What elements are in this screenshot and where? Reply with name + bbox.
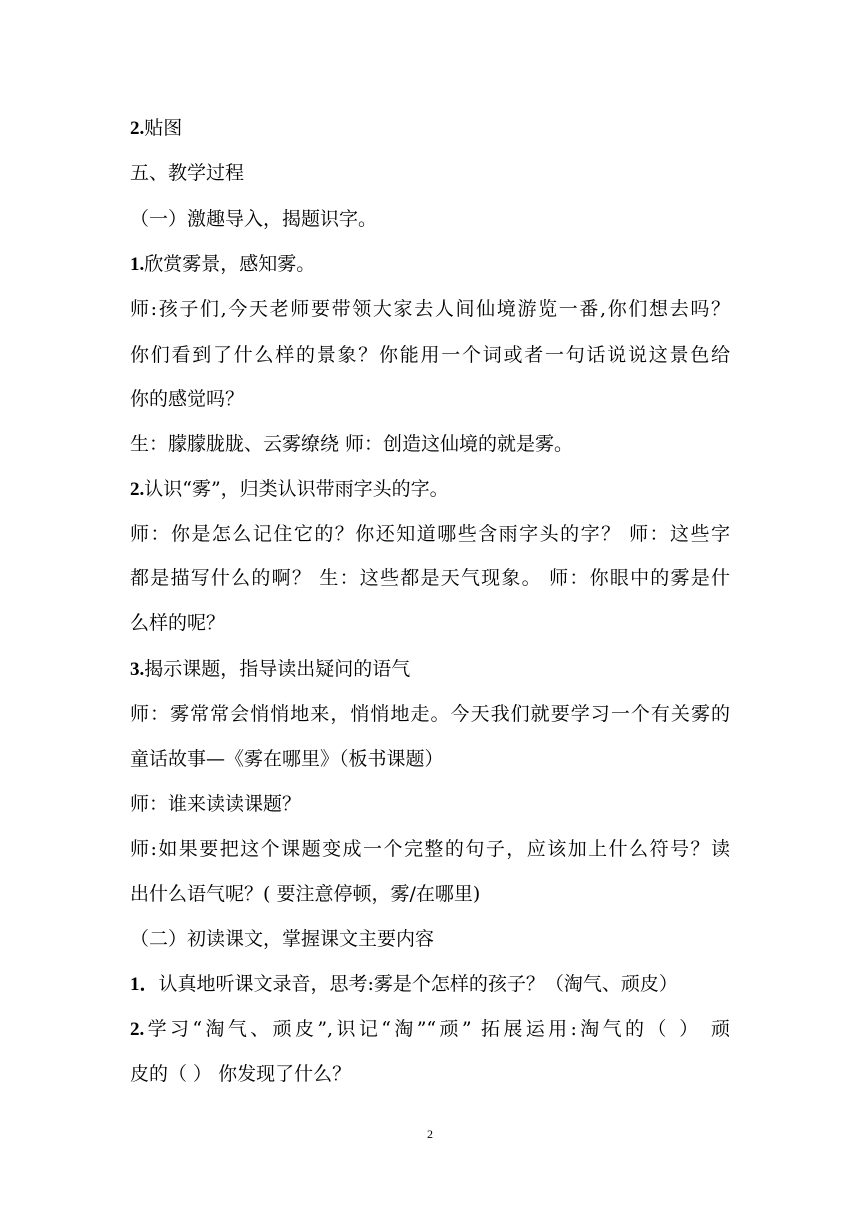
line-text: 学习“淘气、顽皮”,识记“淘”“顽” 拓展运用:淘气的（ ） 顽 [144,1018,730,1040]
text-line [130,883,730,905]
section-heading [130,162,730,184]
line-number: 1． [130,974,159,995]
subsection-heading [130,208,730,230]
text-line [130,838,730,860]
line-number: 2. [130,118,145,139]
text-line [130,973,730,996]
text-line [130,478,730,501]
line-text: 么样的呢？ [130,612,226,634]
subsection-heading [130,928,730,950]
line-text: 出什么语气呢？( 要注意停顿，雾/在哪里) [130,883,481,905]
line-text: 你们看到了什么样的景象？你能用一个词或者一句话说说这景色给 [130,344,730,366]
text-line [130,388,730,410]
text-line [130,433,730,455]
text-line [130,523,730,545]
text-line [130,703,730,725]
line-text: 五、教学过程 [130,162,245,184]
text-line [130,253,730,276]
line-text: 师:如果要把这个课题变成一个完整的句子，应该加上什么符号？读 [130,838,730,860]
line-text: 皮的（ ） 你发现了什么？ [130,1063,352,1085]
text-line [130,793,730,815]
line-text: 师：雾常常会悄悄地来，悄悄地走。今天我们就要学习一个有关雾的 [130,703,730,725]
line-text: 你的感觉吗？ [130,388,245,410]
line-text: 都是描写什么的啊？ 生：这些都是天气现象。 师：你眼中的雾是什 [130,567,730,589]
text-line [130,344,730,366]
line-text: （一）激趣导入，揭题识字。 [130,208,378,230]
line-text: 贴图 [144,117,183,139]
line-number: 2. [130,479,145,500]
line-text: 师：你是怎么记住它的？你还知道哪些含雨字头的字？ 师：这些字 [130,523,730,545]
line-number: 3. [130,659,145,680]
text-line [130,567,730,589]
line-text: 欣赏雾景，感知雾。 [144,253,316,275]
text-line [130,298,730,320]
line-text: 认识“雾”，归类认识带雨字头的字。 [144,478,449,500]
text-line [130,1018,730,1041]
line-text: 生：朦朦胧胧、云雾缭绕 师：创造这仙境的就是雾。 [130,433,574,455]
text-line [130,748,730,770]
text-line [130,658,730,681]
line-text: 童话故事—《雾在哪里》（板书课题） [130,748,444,770]
line-text: （二）初读课文，掌握课文主要内容 [130,928,435,950]
text-line [130,1063,730,1085]
line-text: 师：谁来读读课题？ [130,793,302,815]
text-line [130,117,730,140]
line-text: 师:孩子们,今天老师要带领大家去人间仙境游览一番,你们想去吗？ [130,298,730,320]
line-number: 2. [130,1019,145,1040]
line-number: 1. [130,254,145,275]
text-line [130,612,730,634]
line-text: 认真地听课文录音，思考:雾是个怎样的孩子？（淘气、顽皮） [158,973,678,995]
line-text: 揭示课题，指导读出疑问的语气 [144,658,411,680]
page-number: 2 [427,1127,433,1141]
